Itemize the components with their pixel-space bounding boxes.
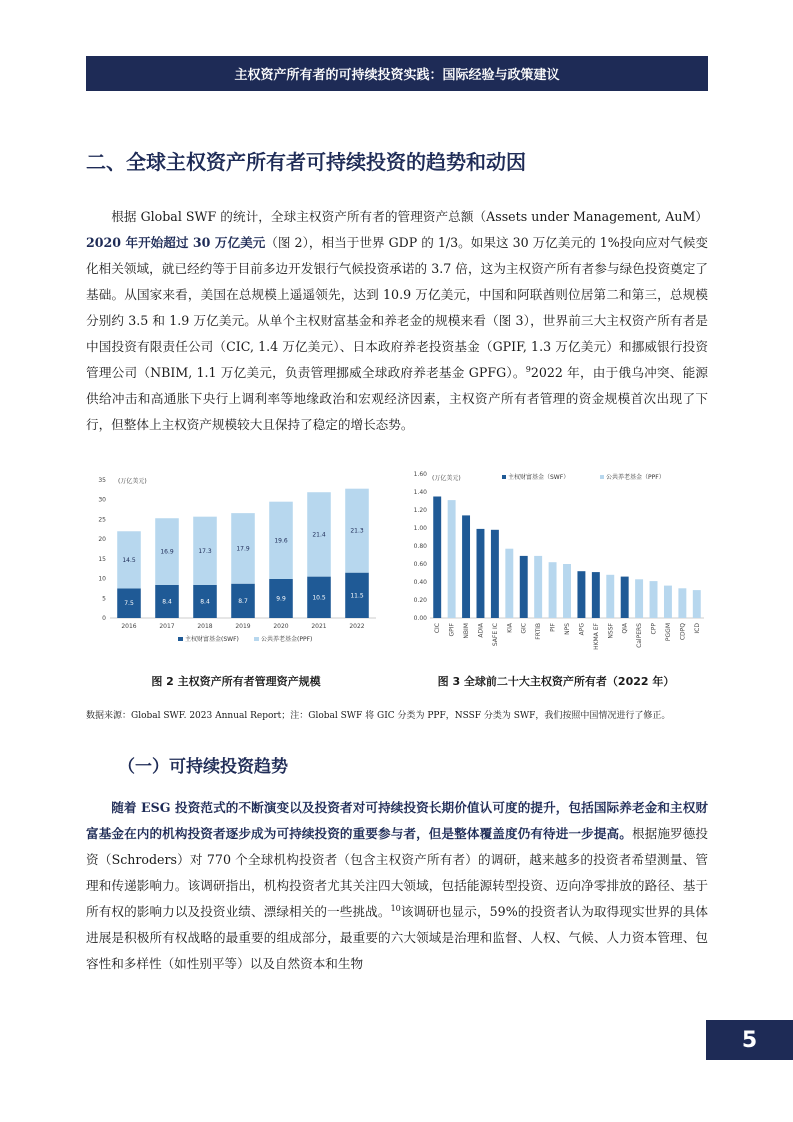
chart3-xtick: NPS [564, 623, 571, 635]
chart3-bar [664, 586, 672, 618]
section-title: 二、全球主权资产所有者可持续投资的趋势和动因 [86, 150, 526, 174]
chart3-xtick: NSSF [607, 623, 615, 639]
chart2-label-ppf: 17.3 [198, 547, 212, 555]
chart3-bar [650, 581, 658, 618]
chart2-label-ppf: 16.9 [160, 548, 174, 556]
figure-3-chart [404, 465, 708, 665]
chart3-bar [505, 549, 513, 618]
p1-text-1: 根据 Global SWF 的统计，全球主权资产所有者的管理资产总额（Assets under Management, AuM） [111, 209, 708, 224]
chart3-xtick: GPIF [448, 623, 456, 637]
chart3-xtick: GIC [520, 623, 528, 634]
figure-2-caption: 图 2 主权资产所有者管理资产规模 [151, 675, 321, 688]
chart2-label-swf: 8.4 [162, 598, 172, 606]
chart3-bar [563, 564, 571, 618]
chart2-legend-swf-swatch [178, 637, 183, 641]
chart2-legend-ppf-swatch [254, 637, 259, 641]
chart2-ytick: 30 [98, 496, 106, 504]
chart3-bar [433, 497, 441, 619]
chart2-ytick: 15 [98, 555, 106, 563]
chart3-xtick: FRTIB [535, 623, 543, 640]
chart3-bar [491, 530, 499, 618]
chart2-xtick: 2019 [235, 623, 251, 630]
chart3-xtick: ICD [693, 623, 701, 634]
data-source-note: 数据来源：Global SWF. 2023 Annual Report；注：Global SWF 将 GIC 分类为 PPF，NSSF 分类为 SWF，我们按照中国情况进行了修正。 [86, 711, 671, 721]
chart2-ytick: 5 [102, 595, 106, 603]
chart2-label-swf: 7.5 [124, 600, 134, 608]
chart3-ytick: 1.00 [413, 525, 427, 532]
chart2-ytick: 20 [98, 536, 106, 544]
chart2-xtick: 2022 [349, 623, 365, 630]
figure-3-svg [404, 465, 708, 665]
chart3-xtick: ADIA [477, 623, 485, 638]
chart2-xtick: 2017 [159, 623, 175, 630]
chart2-label-ppf: 21.4 [312, 531, 326, 539]
chart2-legend-swf: 主权财富基金(SWF) [185, 636, 239, 643]
chart3-bar [549, 562, 557, 618]
figure-2-svg [86, 465, 386, 665]
chart3-xtick: NBIM [463, 623, 471, 639]
chart3-legend-swf: 主权财富基金（SWF） [508, 474, 570, 481]
chart2-ytick: 0 [102, 615, 106, 622]
chart2-unit-label: (万亿美元) [118, 478, 147, 485]
chart3-unit-label: (万亿美元) [432, 475, 461, 482]
chart2-ytick: 25 [98, 516, 106, 524]
p1-bold-1: 2020 年开始超过 30 万亿美元 [86, 235, 266, 250]
chart3-xtick: HKMA EF [592, 623, 600, 650]
chart3-bar [678, 588, 686, 618]
chart3-xtick: PGGM [664, 623, 672, 642]
chart3-bar [693, 590, 701, 618]
chart2-label-swf: 11.5 [350, 592, 364, 600]
footnote-ref-9[interactable]: 9 [525, 364, 531, 374]
chart3-bar [477, 529, 485, 618]
chart3-bar [534, 556, 542, 618]
p2-text-2: 该调研也显示，59%的投资者认为取得现实世界的具体进展是积极所有权战略的最重要的组成部分，最重要的六大领域是治理和监督、人权、气候、人力资本管理、包容性和多样性（如性别平等）以及自然资本和生物 [86, 904, 709, 971]
chart3-xtick: SAFE IC [491, 623, 499, 647]
page-number [706, 1020, 793, 1060]
chart3-xtick: CIC [434, 623, 442, 634]
footnote-ref-10[interactable]: 10 [390, 903, 401, 913]
p2-text-1: 根据施罗德投资（Schroders）对 770 个全球机构投资者（包含主权资产所有者）的调研，越来越多的投资者希望测量、管理和传递影响力。该调研指出，机构投资者尤其关注四大领域，包括能源转型投资、迈向净零排放的路径、基于所有权的影响力以及投资业绩、漂绿相关的一些挑战。 [86, 826, 709, 919]
chart3-ytick: 0.40 [413, 579, 427, 586]
chart3-bar [592, 572, 600, 618]
chart2-label-swf: 8.4 [200, 598, 210, 606]
chart2-label-swf: 8.7 [238, 597, 248, 605]
chart3-legend-ppf-swatch [600, 475, 604, 479]
chart2-label-swf: 9.9 [276, 595, 286, 603]
chart2-ytick: 10 [98, 575, 106, 583]
chart3-bar [577, 571, 585, 618]
chart2-label-ppf: 14.5 [122, 556, 136, 564]
chart2-xtick: 2021 [311, 623, 327, 630]
chart3-ytick: 1.60 [413, 471, 427, 478]
figure-3-caption: 图 3 全球前二十大主权资产所有者（2022 年） [437, 675, 675, 688]
chart3-bar [520, 556, 528, 618]
subsection-title: （一）可持续投资趋势 [118, 757, 288, 777]
chart3-bar [621, 577, 629, 618]
p2-bold-1: 随着 ESG 投资范式的不断演变以及投资者对可持续投资长期价值认可度的提升，包括国际养老金和主权财富基金在内的机构投资者逐步成为可持续投资的重要参与者，但是整体覆盖度仍有待进一步提高。 [86, 800, 708, 841]
chart3-ytick: 0.80 [413, 543, 427, 550]
chart3-ytick: 0.20 [413, 597, 427, 604]
chart3-bar [606, 575, 614, 618]
page-number-text: 5 [741, 1027, 758, 1053]
chart3-xtick: CDPQ [679, 623, 687, 641]
chart3-legend-ppf: 公共养老基金（PPF） [606, 474, 665, 481]
chart3-xtick: KIA [506, 623, 514, 633]
chart2-label-ppf: 19.6 [274, 537, 288, 545]
chart2-xtick: 2020 [273, 623, 289, 630]
chart3-xtick: CPP [650, 623, 658, 635]
chart2-label-ppf: 21.3 [350, 527, 364, 535]
chart3-ytick: 1.20 [413, 507, 427, 514]
p1-text-3: 2022 年，由于俄乌冲突、能源供给冲击和高通胀下央行上调利率等地缘政治和宏观经济因素，主权资产所有者管理的资金规模首次出现了下行，但整体上主权资产规模较大且保持了稳定的增长态势。 [86, 365, 709, 432]
header-bar [86, 56, 708, 91]
chart2-xtick: 2016 [121, 623, 137, 630]
chart3-ytick: 1.40 [413, 489, 427, 496]
chart2-legend-ppf: 公共养老基金(PPF) [261, 636, 313, 643]
figure-2-chart [86, 465, 386, 665]
chart3-bar [635, 579, 643, 618]
chart2-label-ppf: 17.9 [236, 545, 250, 553]
chart3-bar [462, 515, 470, 618]
p1-text-2: （图 2），相当于世界 GDP 的 1/3。如果这 30 万亿美元的 1%投向应对气候变化相关领域，就已经约等于目前多边开发银行气候投资承诺的 3.7 倍，这为主权资产所有者参与绿色投资奠定了基础。从国家来看，美国在总规模上遥遥领先，达到 10.9 万亿美元，中国和阿联酋则位居第二和第三，总规模分别约 3.5 和 1.9 万亿美元。从单个主权财富基金和养老金的规模来看（图 3），世界前三大主权资产所有者是中国投资有限责任公司（CIC, 1.4 万亿美元）、日本政府养老投资基金（GPIF, 1.3 万亿美元）和挪威银行投资管理公司（NBIM, 1.1 万亿美元，负责管理挪威全球政府养老基金 GPFG）。 [86, 235, 709, 380]
chart3-bar [448, 500, 456, 618]
chart3-xtick: PIF [549, 623, 557, 632]
chart2-xtick: 2018 [197, 623, 213, 630]
chart3-ytick: 0.00 [413, 615, 427, 622]
chart3-ytick: 0.60 [413, 561, 427, 568]
chart2-ytick: 35 [98, 477, 106, 484]
chart3-xtick: QIA [621, 623, 629, 634]
chart3-xtick: APG [578, 623, 586, 636]
chart2-label-swf: 10.5 [312, 594, 326, 602]
chart3-xtick: CalPERS [636, 623, 644, 648]
chart3-legend-swf-swatch [502, 475, 506, 479]
paragraph-2 [86, 795, 708, 977]
paragraph-1 [86, 204, 708, 438]
header-title: 主权资产所有者的可持续投资实践：国际经验与政策建议 [234, 68, 560, 83]
